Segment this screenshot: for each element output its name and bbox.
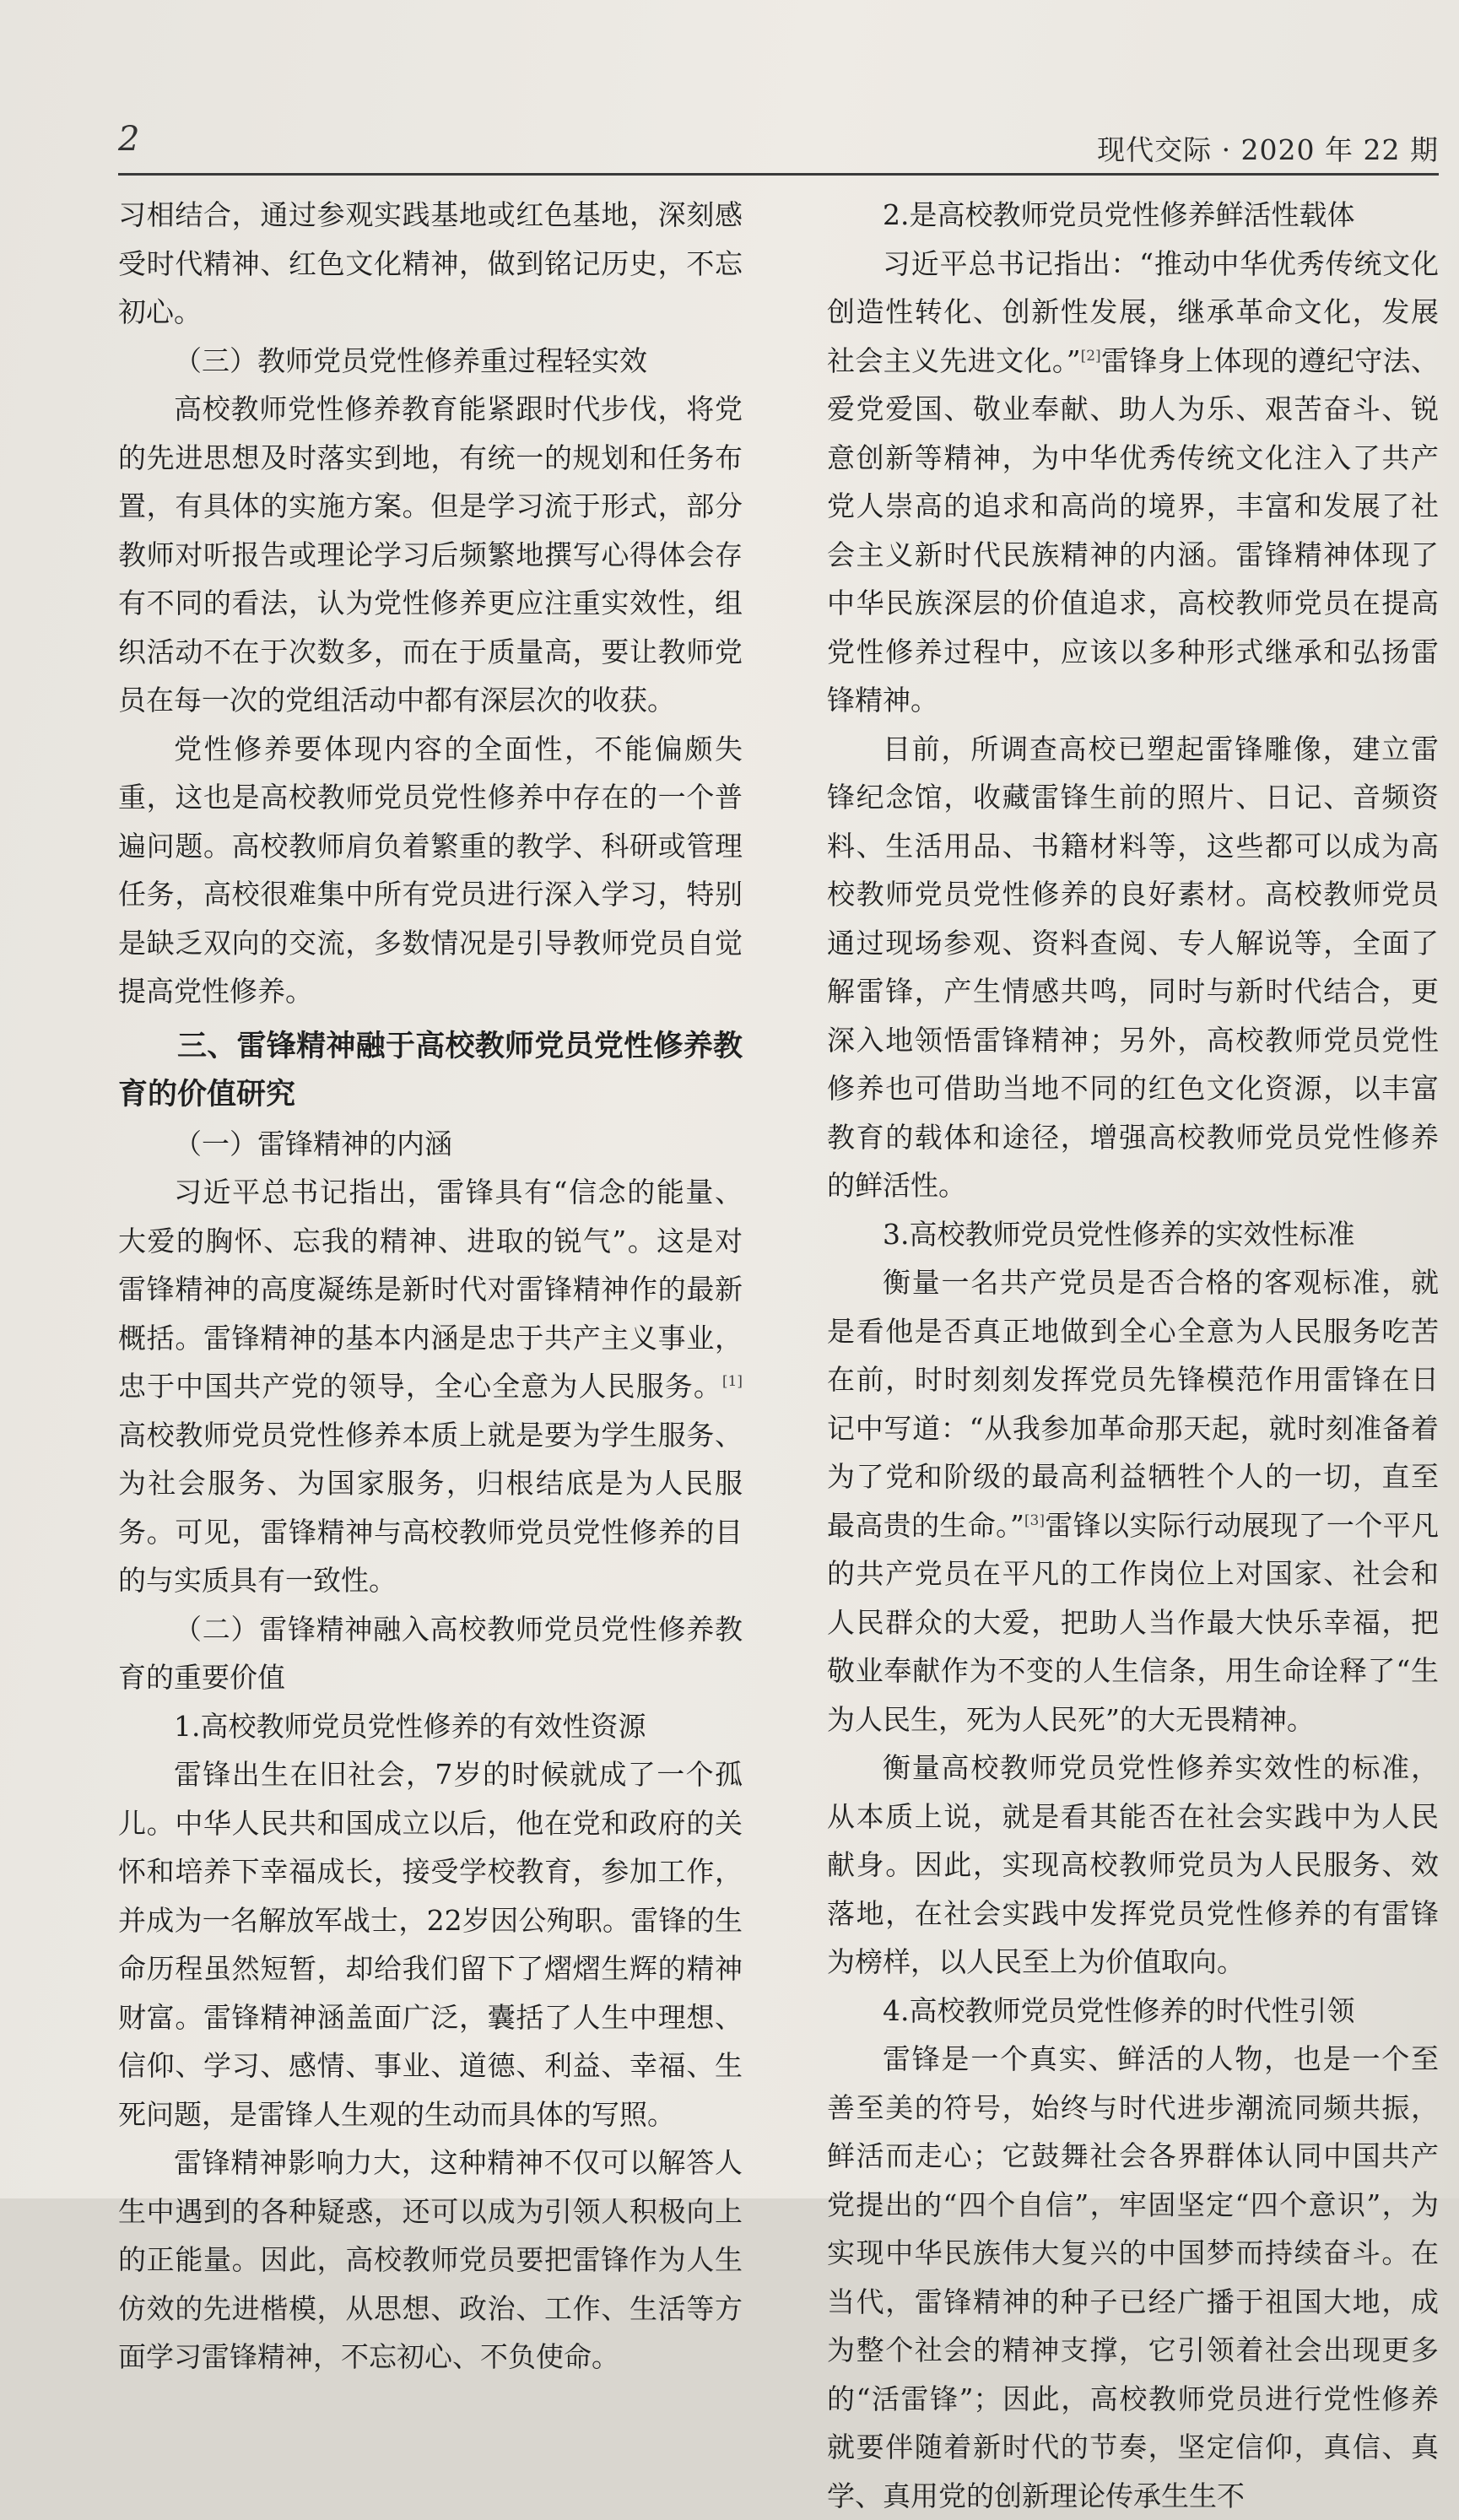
paragraph	[827, 240, 1439, 725]
paragraph: 高校教师党性修养教育能紧跟时代步伐，将党的先进思想及时落实到地，有统一的规划和任务布置，有具体的实施方案。但是学习流于形式，部分教师对听报告或理论学习后频繁地撰写心得体会存有不同的看法，认为党性修养更应注重实效性，组织活动不在于次数多，而在于质量高，要让教师党员在每一次的党组活动中都有深层次的收获。	[118, 392, 743, 717]
paragraph	[827, 1258, 1439, 1744]
subsection-heading: （二）雷锋精神融入高校教师党员党性修养教育的重要价值	[118, 1612, 743, 1694]
section-heading: 三、雷锋精神融于高校教师党员党性修养教育的价值研究	[118, 1029, 743, 1111]
citation-mark: [3]	[1024, 1511, 1045, 1529]
paragraph: 雷锋出生在旧社会，7岁的时候就成了一个孤儿。中华人民共和国成立以后，他在党和政府的关怀和培养下幸福成长，接受学校教育，参加工作，并成为一名解放军战士，22岁因公殉职。雷锋的生命历程虽然短暂，却给我们留下了熠熠生辉的精神财富。雷锋精神涵盖面广泛，囊括了人生中理想、信仰、学习、感情、事业、道德、利益、幸福、生死问题，是雷锋人生观的生动而具体的写照。	[118, 1758, 743, 2131]
item-heading: 2.是高校教师党员党性修养鲜活性载体	[883, 198, 1355, 231]
journal-issue: 现代交际 · 2020 年 22 期	[1097, 133, 1439, 166]
paragraph-text: 习近平总书记指出，雷锋具有“信念的能量、大爱的胸怀、忘我的精神、进取的锐气”。这是对雷锋精神的高度凝练是新时代对雷锋精神作的最新概括。雷锋精神的基本内涵是忠于共产主义事业，忠于中国共产党的领导，全心全意为人民服务。	[118, 1176, 743, 1403]
subsection-heading: （三）教师党员党性修养重过程轻实效	[174, 343, 647, 377]
left-column	[118, 191, 743, 2373]
paragraph-text: 衡量一名共产党员是否合格的客观标准，就是看他是否真正地做到全心全意为人民服务吃苦在前，时时刻刻发挥党员先锋模范作用雷锋在日记中写道：“从我参加革命那天起，就时刻准备着为了党和阶级的最高利益牺牲个人的一切，直至最高贵的生命。”	[827, 1266, 1439, 1542]
item-heading: 1.高校教师党员党性修养的有效性资源	[174, 1709, 646, 1743]
paragraph	[118, 1168, 743, 1605]
right-column	[827, 191, 1440, 2512]
paragraph-text: 习近平总书记指出：“推动中华优秀传统文化创造性转化、创新性发展，继承革命文化，发展社会主义先进文化。”	[827, 246, 1439, 377]
paragraph: 雷锋精神影响力大，这种精神不仅可以解答人生中遇到的各种疑惑，还可以成为引领人积极向上的正能量。因此，高校教师党员要把雷锋作为人生仿效的先进楷模，从思想、政治、工作、生活等方面学习雷锋精神，不忘初心、不负使命。	[118, 2146, 743, 2373]
citation-mark: [2]	[1080, 347, 1101, 365]
item-heading: 4.高校教师党员党性修养的时代性引领	[883, 1993, 1355, 2027]
header-rule	[118, 173, 1439, 176]
paragraph: 雷锋是一个真实、鲜活的人物，也是一个至善至美的符号，始终与时代进步潮流同频共振，鲜活而走心；它鼓舞社会各界群体认同中国共产党提出的“四个自信”，牢固坚定“四个意识”，为实现中华民族伟大复兴的中国梦而持续奋斗。在当代，雷锋精神的种子已经广播于祖国大地，成为整个社会的精神支撑，它引领着社会出现更多的“活雷锋”；因此，高校教师党员进行党性修养就要伴随着新时代的节奏，坚定信仰，真信、真学、真用党的创新理论传承生生不	[827, 2042, 1439, 2512]
citation-mark: [1]	[721, 1373, 743, 1390]
page-header	[118, 110, 1439, 177]
paragraph: 目前，所调查高校已塑起雷锋雕像，建立雷锋纪念馆，收藏雷锋生前的照片、日记、音频资料、生活用品、书籍材料等，这些都可以成为高校教师党员党性修养的良好素材。高校教师党员通过现场参观、资料查阅、专人解说等，全面了解雷锋，产生情感共鸣，同时与新时代结合，更深入地领悟雷锋精神；另外，高校教师党员党性修养也可借助当地不同的红色文化资源，以丰富教育的载体和途径，增强高校教师党员党性修养的鲜活性。	[827, 732, 1439, 1202]
page-number: 2	[118, 120, 140, 159]
paragraph-text: 雷锋身上体现的遵纪守法、爱党爱国、敬业奉献、助人为乐、艰苦奋斗、锐意创新等精神，为中华优秀传统文化注入了共产党人崇高的追求和高尚的境界，丰富和发展了社会主义新时代民族精神的内涵。雷锋精神体现了中华民族深层的价值追求，高校教师党员在提高党性修养过程中，应该以多种形式继承和弘扬雷锋精神。	[827, 343, 1440, 717]
paragraph: 衡量高校教师党员党性修养实效性的标准，从本质上说，就是看其能否在社会实践中为人民献身。因此，实现高校教师党员为人民服务、效落地，在社会实践中发挥党员党性修养的有雷锋为榜样，以人民至上为价值取向。	[827, 1751, 1439, 1978]
paragraph-text: 高校教师党员党性修养本质上就是要为学生服务、为社会服务、为国家服务，归根结底是为人民服务。可见，雷锋精神与高校教师党员党性修养的目的与实质具有一致性。	[118, 1418, 743, 1597]
item-heading: 3.高校教师党员党性修养的实效性标准	[883, 1217, 1355, 1251]
paragraph: 习相结合，通过参观实践基地或红色基地，深刻感受时代精神、红色文化精神，做到铭记历史，不忘初心。	[118, 198, 743, 328]
paragraph-text: 雷锋以实际行动展现了一个平凡的共产党员在平凡的工作岗位上对国家、社会和人民群众的大爱，把助人当作最大快乐幸福，把敬业奉献作为不变的人生信条，用生命诠释了“生为人民生，死为人民死”的大无畏精神。	[827, 1508, 1440, 1736]
paragraph: 党性修养要体现内容的全面性，不能偏颇失重，这也是高校教师党员党性修养中存在的一个普遍问题。高校教师肩负着繁重的教学、科研或管理任务，高校很难集中所有党员进行深入学习，特别是缺乏双向的交流，多数情况是引导教师党员自觉提高党性修养。	[118, 732, 743, 1008]
subsection-heading: （一）雷锋精神的内涵	[174, 1127, 452, 1160]
